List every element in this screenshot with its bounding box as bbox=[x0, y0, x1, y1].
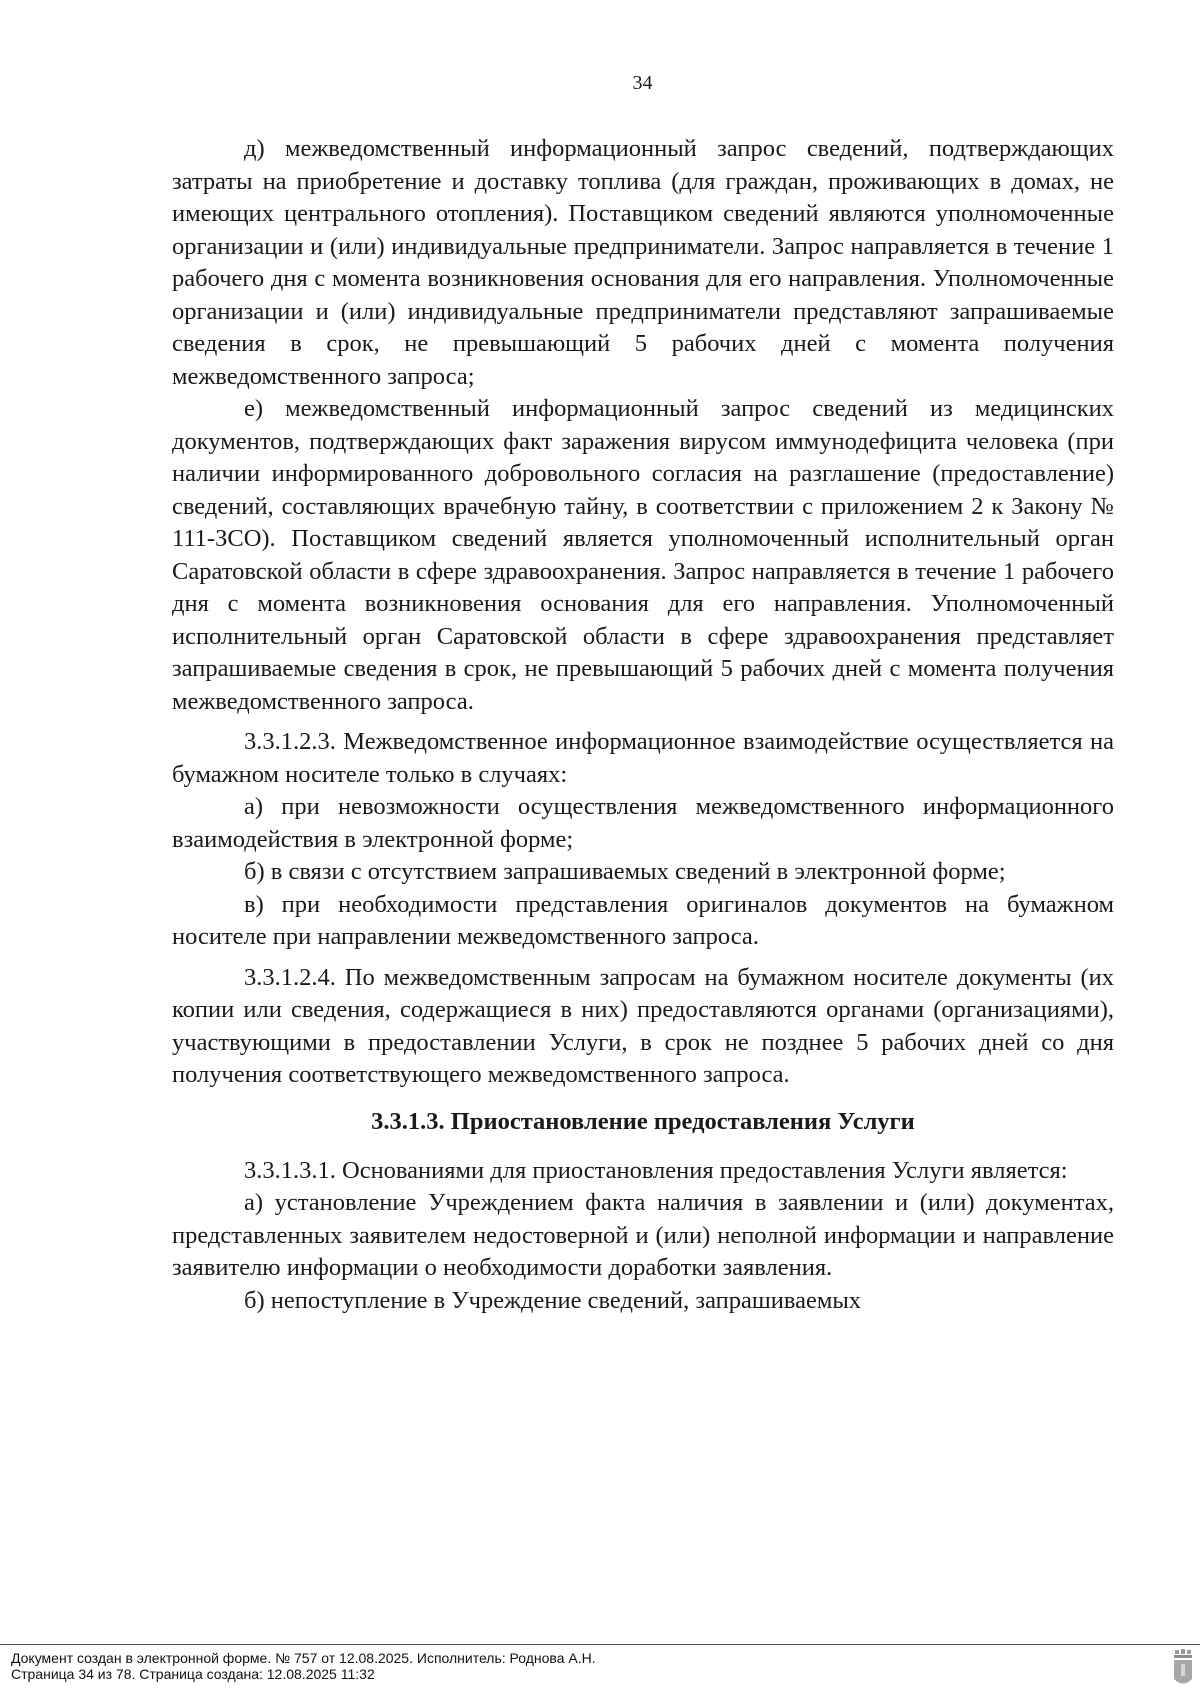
footer-line-1: Документ создан в электронной форме. № 757 от 12.08.2025. Исполнитель: Роднова А.Н. bbox=[11, 1650, 596, 1666]
paragraph-3-3-1-2-3: 3.3.1.2.3. Межведомственное информационное взаимодействие осуществляется на бумажном носителе только в случаях: bbox=[172, 728, 1114, 788]
paragraph-3-3-1-2-4: 3.3.1.2.4. По межведомственным запросам на бумажном носителе документы (их копии или сведения, содержащиеся в них) предоставляются органами (организациями), участвующими в предоставлении Услуги, в срок не позднее 5 рабочих дней со дня получения соответствующего межведомственного запроса. bbox=[172, 963, 1114, 1088]
paragraph-b: б) в связи с отсутствием запрашиваемых сведений в электронной форме; bbox=[244, 858, 1006, 885]
section-heading: 3.3.1.3. Приостановление предоставления Услуги bbox=[371, 1107, 915, 1135]
paragraph-e: е) межведомственный информационный запрос сведений из медицинских документов, подтверждающих факт заражения вирусом иммунодефицита человека (при наличии информированного добровольного согласия на разглашение (предоставление) сведений, составляющих врачебную тайну, в соответствии с приложением 2 к Закону № 111-ЗСО). Поставщиком сведений является уполномоченный исполнительный орган Саратовской области в сфере здравоохранения. Запрос направляется в течение 1 рабочего дня с момента возникновения основания для его направления. Уполномоченный исполнительный орган Саратовской области в сфере здравоохранения представляет запрашиваемые сведения в срок, не превышающий 5 рабочих дней с момента получения межведомственного запроса. bbox=[172, 395, 1114, 715]
footer-divider bbox=[0, 1644, 1200, 1645]
document-body bbox=[172, 133, 1114, 1317]
paragraph-a: а) при невозможности осуществления межведомственного информационного взаимодействия в электронной форме; bbox=[172, 793, 1114, 853]
coat-of-arms-icon bbox=[1172, 1649, 1194, 1689]
paragraph-3-3-1-3-1: 3.3.1.3.1. Основаниями для приостановления предоставления Услуги является: bbox=[244, 1156, 1068, 1184]
paragraph-suspension-a: а) установление Учреждением факта наличия в заявлении и (или) документах, представленных заявителем недостоверной и (или) неполной информации и направление заявителю информации о необходимости доработки заявления. bbox=[172, 1189, 1114, 1281]
footer-line-2: Страница 34 из 78. Страница создана: 12.08.2025 11:32 bbox=[11, 1666, 375, 1682]
paragraph-v: в) при необходимости представления оригиналов документов на бумажном носителе при направлении межведомственного запроса. bbox=[172, 890, 1114, 950]
document-footer bbox=[11, 1650, 596, 1682]
page-number: 34 bbox=[632, 72, 653, 94]
paragraph-suspension-b: б) непоступление в Учреждение сведений, запрашиваемых bbox=[244, 1286, 862, 1314]
paragraph-d: д) межведомственный информационный запрос сведений, подтверждающих затраты на приобретение и доставку топлива (для граждан, проживающих в домах, не имеющих центрального отопления). Поставщиком сведений являются уполномоченные организации и (или) индивидуальные предприниматели. Запрос направляется в течение 1 рабочего дня с момента возникновения основания для его направления. Уполномоченные организации и (или) индивидуальные предприниматели представляют запрашиваемые сведения в срок, не превышающий 5 рабочих дней с момента получения межведомственного запроса; bbox=[172, 135, 1114, 390]
